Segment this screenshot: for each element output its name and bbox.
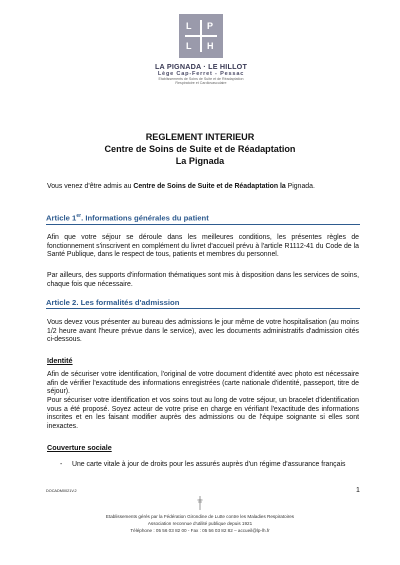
article-1-paragraph-1: Afin que votre séjour se déroule dans les meilleures conditions, les présentes règles de fonctionnement s'inscrivent en complément du livret d'accueil prévu à l'article R1112-41 du Code de la Santé Publique, dans le respect de tous, patients et membres du personnel. [47, 234, 359, 258]
title-line-3: La Pignada [175, 156, 225, 166]
logo-tagline-2: Respiratoire et Cardiovasculaire [175, 81, 227, 86]
title-line-2: Centre de Soins de Suite et de Réadaptation [104, 144, 296, 154]
footer-line-3: Téléphone : 05 56 03 82 00 - Fax : 05 56 03 82 82 – accueil@lp-lh.fr [130, 528, 270, 533]
logo-emblem-icon: L P L H [179, 14, 223, 58]
document-reference: DOCADM0021V.2 [46, 489, 77, 493]
page-number: 1 [356, 487, 360, 494]
bullet-text: Une carte vitale à jour de droits pour les assurés auprès d'un régime d'assurance français [72, 461, 346, 468]
logo [147, 14, 255, 86]
document-title [0, 131, 400, 167]
logo-location: Lège Cap-Ferret - Pessac [157, 71, 245, 77]
footer-emblem-icon [197, 496, 203, 510]
intro-paragraph: Vous venez d'être admis au Centre de Soins de Suite et de Réadaptation la Pignada. [47, 183, 315, 190]
article-2-heading: Article 2. Les formalités d'admission [46, 298, 360, 309]
couverture-heading: Couverture sociale [47, 443, 112, 452]
footer-line-1: Etablissements gérés par la Fédération Girondine de Lutte contre les Maladies Respiratoires [105, 514, 295, 519]
footer-line-2: Association reconnue d'utilité publique depuis 1921 [147, 521, 253, 526]
logo-name: LA PIGNADA · LE HILLOT [154, 62, 248, 71]
title-line-1: REGLEMENT INTERIEUR [145, 132, 255, 142]
article-1-heading: Article 1er. Informations générales du patient [46, 213, 360, 225]
bullet-dash: - [60, 461, 63, 468]
identite-paragraph-1: Afin de sécuriser votre identification, l'original de votre document d'identité avec photo est nécessaire afin de vérifier l'exactitude des informations enregistrées (carte nationale d'identité, passeport, titre de séjour). [47, 371, 359, 395]
article-2-paragraph-1: Vous devez vous présenter au bureau des admissions le jour même de votre hospitalisation (au moins 1/2 heure avant l'heure prévue dans le service), avec les documents administratifs d'admission cités ci-dessous. [47, 319, 359, 343]
article-1-paragraph-2: Par ailleurs, des supports d'information thématiques sont mis à disposition dans les services de soins, chaque fois que nécessaire. [47, 272, 359, 288]
logo-tagline-1: Etablissements de Soins de Suite et de Réadaptation [158, 77, 244, 81]
identite-heading: Identité [47, 356, 73, 365]
identite-paragraph-2: Pour sécuriser votre identification et vos soins tout au long de votre séjour, un bracelet d'identification vous a été proposé. Soyez acteur de votre prise en charge en vérifiant l'exactitude des informations inscrites et en les faisant modifier auprès des admissions ou de l'équipe soignante si elles sont inexactes. [47, 397, 359, 430]
